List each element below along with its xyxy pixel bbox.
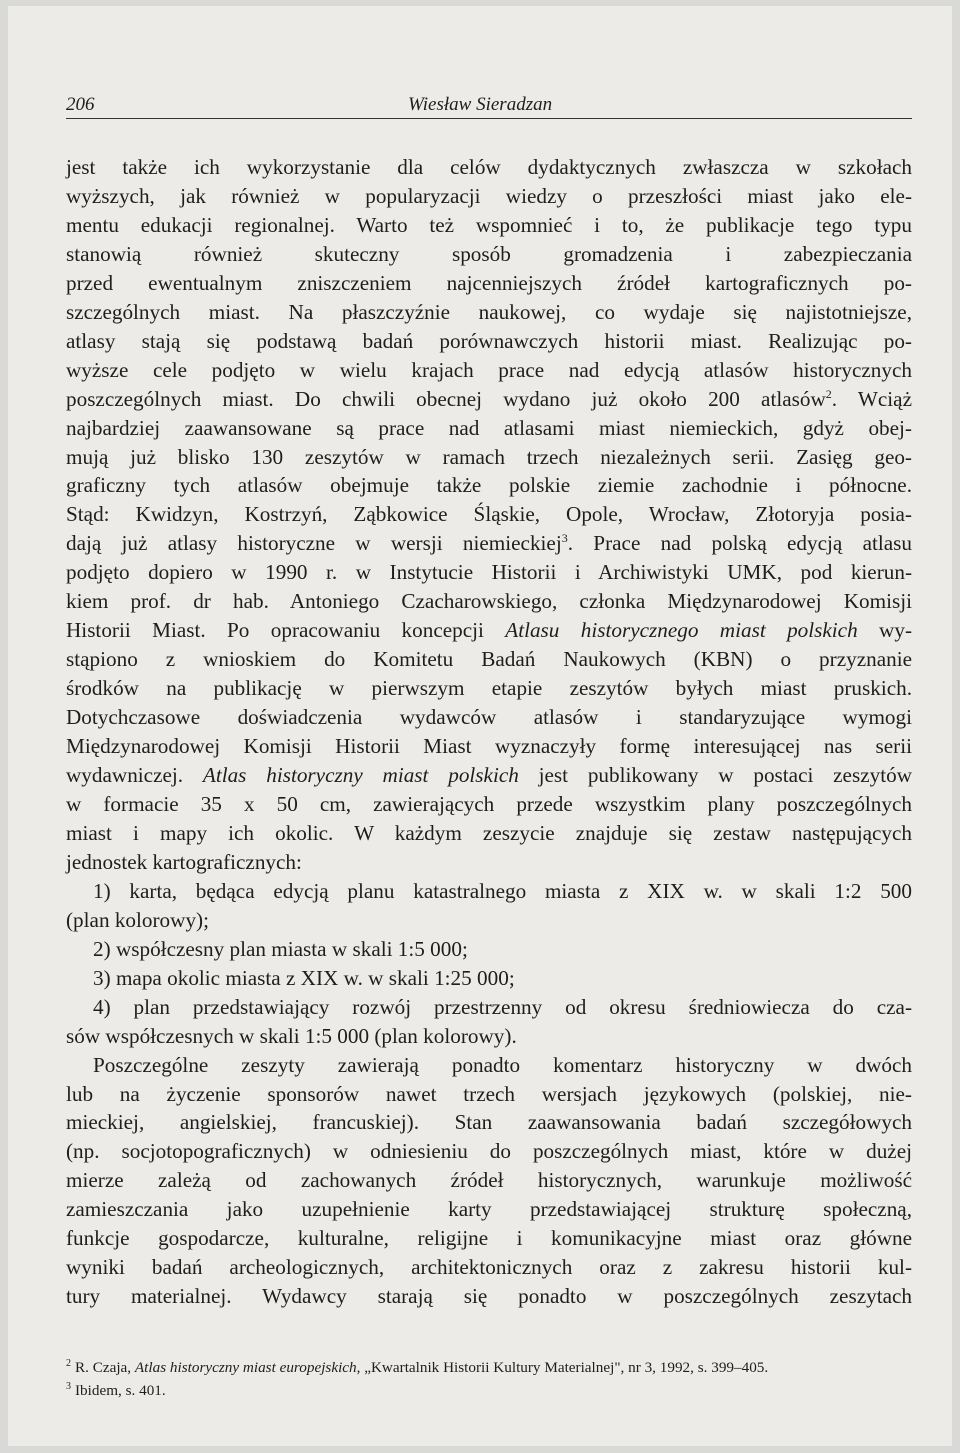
text-run: stanowią również skuteczny sposób gromadzenia i zabezpieczania (66, 241, 912, 266)
text-run: jest także ich wykorzystanie dla celów dydaktycznych zwłaszcza w szkołach (66, 155, 912, 179)
text-run: 3) mapa okolic miasta z XIX w. w skali 1:25 000; (93, 965, 515, 990)
text-line (66, 587, 912, 616)
text-run: wydawniczej. (66, 763, 203, 788)
text-run: kiem prof. dr hab. Antoniego Czacharowskiego, członka Międzynarodowej Komisji (66, 589, 912, 614)
text-run: . Prace nad polską edycją atlasu (567, 531, 912, 556)
text-run: szczególnych miast. Na płaszczyźnie naukowej, co wydaje się najistotniejsze, (66, 299, 912, 324)
text-run: Dotychczasowe doświadczenia wydawców atlasów i standaryzujące wymogi (66, 705, 912, 730)
text-run: mentu edukacji regionalnej. Warto też wspomnieć i to, że publikacje tego typu (66, 212, 912, 237)
text-line (66, 1108, 912, 1137)
text-line (66, 645, 912, 674)
book-page (8, 6, 952, 1446)
text-line (66, 906, 912, 935)
text-line (66, 529, 912, 558)
footnote-reference: 2 (825, 386, 832, 401)
text-line (66, 471, 912, 500)
main-text (66, 153, 912, 1311)
text-line (66, 1253, 912, 1282)
text-line (66, 327, 912, 356)
text-run: funkcje gospodarcze, kulturalne, religijne i komunikacyjne miast oraz główne (66, 1226, 912, 1251)
text-run: Poszczególne zeszyty zawierają ponadto komentarz historyczny w dwóch (93, 1052, 912, 1077)
text-line (66, 616, 912, 645)
text-line (66, 1282, 912, 1311)
text-run: tury materialnej. Wydawcy starają się ponadto w poszczególnych zeszytach (66, 1284, 912, 1309)
text-run: mieckiej, angielskiej, francuskiej). Stan zaawansowania badań szczegółowych (66, 1110, 912, 1135)
footnote-reference: 3 (561, 531, 568, 546)
text-line (66, 993, 912, 1022)
text-run: mierze zależą od zachowanych źródeł historycznych, warunkuje możliwość (66, 1168, 912, 1193)
text-line (66, 674, 912, 703)
text-run: wyższe cele podjęto w wielu krajach prace nad edycją atlasów historycznych (66, 357, 912, 382)
running-head-author: Wiesław Sieradzan (408, 94, 553, 115)
text-line (66, 790, 912, 819)
text-line (66, 269, 912, 298)
text-line (66, 500, 912, 529)
text-run: podjęto dopiero w 1990 r. w Instytucie Historii i Archiwistyki UMK, pod kierun- (66, 560, 912, 585)
text-run: poszczególnych miast. Do chwili obecnej wydano już około 200 atlasów (66, 386, 826, 411)
text-line (66, 385, 912, 414)
text-line (66, 443, 912, 472)
text-line (66, 1224, 912, 1253)
text-line (66, 1195, 912, 1224)
text-run: 1) karta, będąca edycją planu katastralnego miasta z XIX w. w skali 1:2 500 (93, 878, 912, 903)
text-run: atlasy stają się podstawą badań porównawczych historii miast. Realizując po- (66, 328, 912, 353)
text-line (66, 240, 912, 269)
page-number: 206 (66, 94, 95, 115)
text-line (66, 848, 912, 877)
text-run: (plan kolorowy); (66, 907, 209, 932)
text-run: w formacie 35 x 50 cm, zawierających przede wszystkim plany poszczególnych (66, 791, 912, 816)
text-run: sów współczesnych w skali 1:5 000 (plan kolorowy). (66, 1023, 517, 1048)
text-run: . Wciąż (831, 386, 912, 411)
text-run: wyższych, jak również w popularyzacji wiedzy o przeszłości miast jako ele- (66, 183, 912, 208)
footnote-text: R. Czaja, (75, 1359, 135, 1376)
footnote-italic-title: Atlas historyczny miast europejskich (134, 1359, 357, 1376)
text-run: Stąd: Kwidzyn, Kostrzyń, Ząbkowice Śląskie, Opole, Wrocław, Złotoryja posia- (66, 502, 912, 527)
text-run: środków na publikację w pierwszym etapie zeszytów byłych miast pruskich. (66, 676, 912, 701)
footnote-text: Ibidem, s. 401. (75, 1382, 166, 1399)
text-line (66, 877, 912, 906)
text-run: lub na życzenie sponsorów nawet trzech wersjach językowych (polskiej, nie- (66, 1081, 912, 1106)
text-run: jest publikowany w postaci zeszytów (518, 763, 912, 788)
footnote-number: 3 (66, 1380, 71, 1392)
text-run: najbardziej zaawansowane są prace nad atlasami miast niemieckich, gdyż obej- (66, 415, 912, 440)
text-line (66, 182, 912, 211)
text-line (66, 964, 912, 993)
text-line (66, 414, 912, 443)
footnote-number: 2 (66, 1357, 71, 1369)
footnote-text: , „Kwartalnik Historii Kultury Materialnej", nr 3, 1992, s. 399–405. (356, 1359, 769, 1376)
text-line (66, 761, 912, 790)
text-line (66, 153, 912, 182)
footnotes (66, 1356, 912, 1402)
text-line (66, 298, 912, 327)
text-line (66, 819, 912, 848)
text-run: (np. socjotopograficznych) w odniesieniu do poszczególnych miast, które w dużej (66, 1139, 912, 1164)
footnote (66, 1356, 912, 1379)
text-run: wyniki badań archeologicznych, architektonicznych oraz z zakresu historii kul- (66, 1255, 912, 1280)
text-run: 2) współczesny plan miasta w skali 1:5 000; (93, 936, 468, 961)
text-run: 4) plan przedstawiający rozwój przestrzenny od okresu średniowiecza do cza- (93, 994, 912, 1019)
text-run: jednostek kartograficznych: (66, 849, 302, 874)
text-line (66, 1137, 912, 1166)
text-run: miast i mapy ich okolic. W każdym zeszycie znajduje się zestaw następujących (66, 820, 912, 845)
text-run: stąpiono z wnioskiem do Komitetu Badań Naukowych (KBN) o przyznanie (66, 647, 912, 672)
text-line (66, 356, 912, 385)
text-run: wy- (857, 618, 912, 643)
text-run: zamieszczania jako uzupełnienie karty przedstawiającej strukturę społeczną, (66, 1197, 912, 1222)
text-run: Historii Miast. Po opracowaniu koncepcji (66, 618, 506, 643)
text-run: mują już blisko 130 zeszytów w ramach trzech niezależnych serii. Zasięg geo- (66, 444, 912, 469)
text-line (66, 1080, 912, 1109)
text-line (66, 703, 912, 732)
text-line (66, 732, 912, 761)
italic-title: Atlasu historycznego miast polskich (505, 618, 858, 643)
text-line (66, 1166, 912, 1195)
text-line (66, 1051, 912, 1080)
text-line (66, 211, 912, 240)
text-run: graficzny tych atlasów obejmuje także polskie ziemie zachodnie i północne. (66, 473, 912, 498)
italic-title: Atlas historyczny miast polskich (202, 763, 519, 788)
running-header (66, 90, 912, 119)
text-run: Międzynarodowej Komisji Historii Miast wyznaczyły formę interesującej nas serii (66, 734, 912, 759)
footnote (66, 1379, 912, 1402)
text-line (66, 558, 912, 587)
text-run: dają już atlasy historyczne w wersji niemieckiej (66, 531, 562, 556)
text-line (66, 935, 912, 964)
text-line (66, 1022, 912, 1051)
text-run: przed ewentualnym zniszczeniem najcenniejszych źródeł kartograficznych po- (66, 270, 912, 295)
